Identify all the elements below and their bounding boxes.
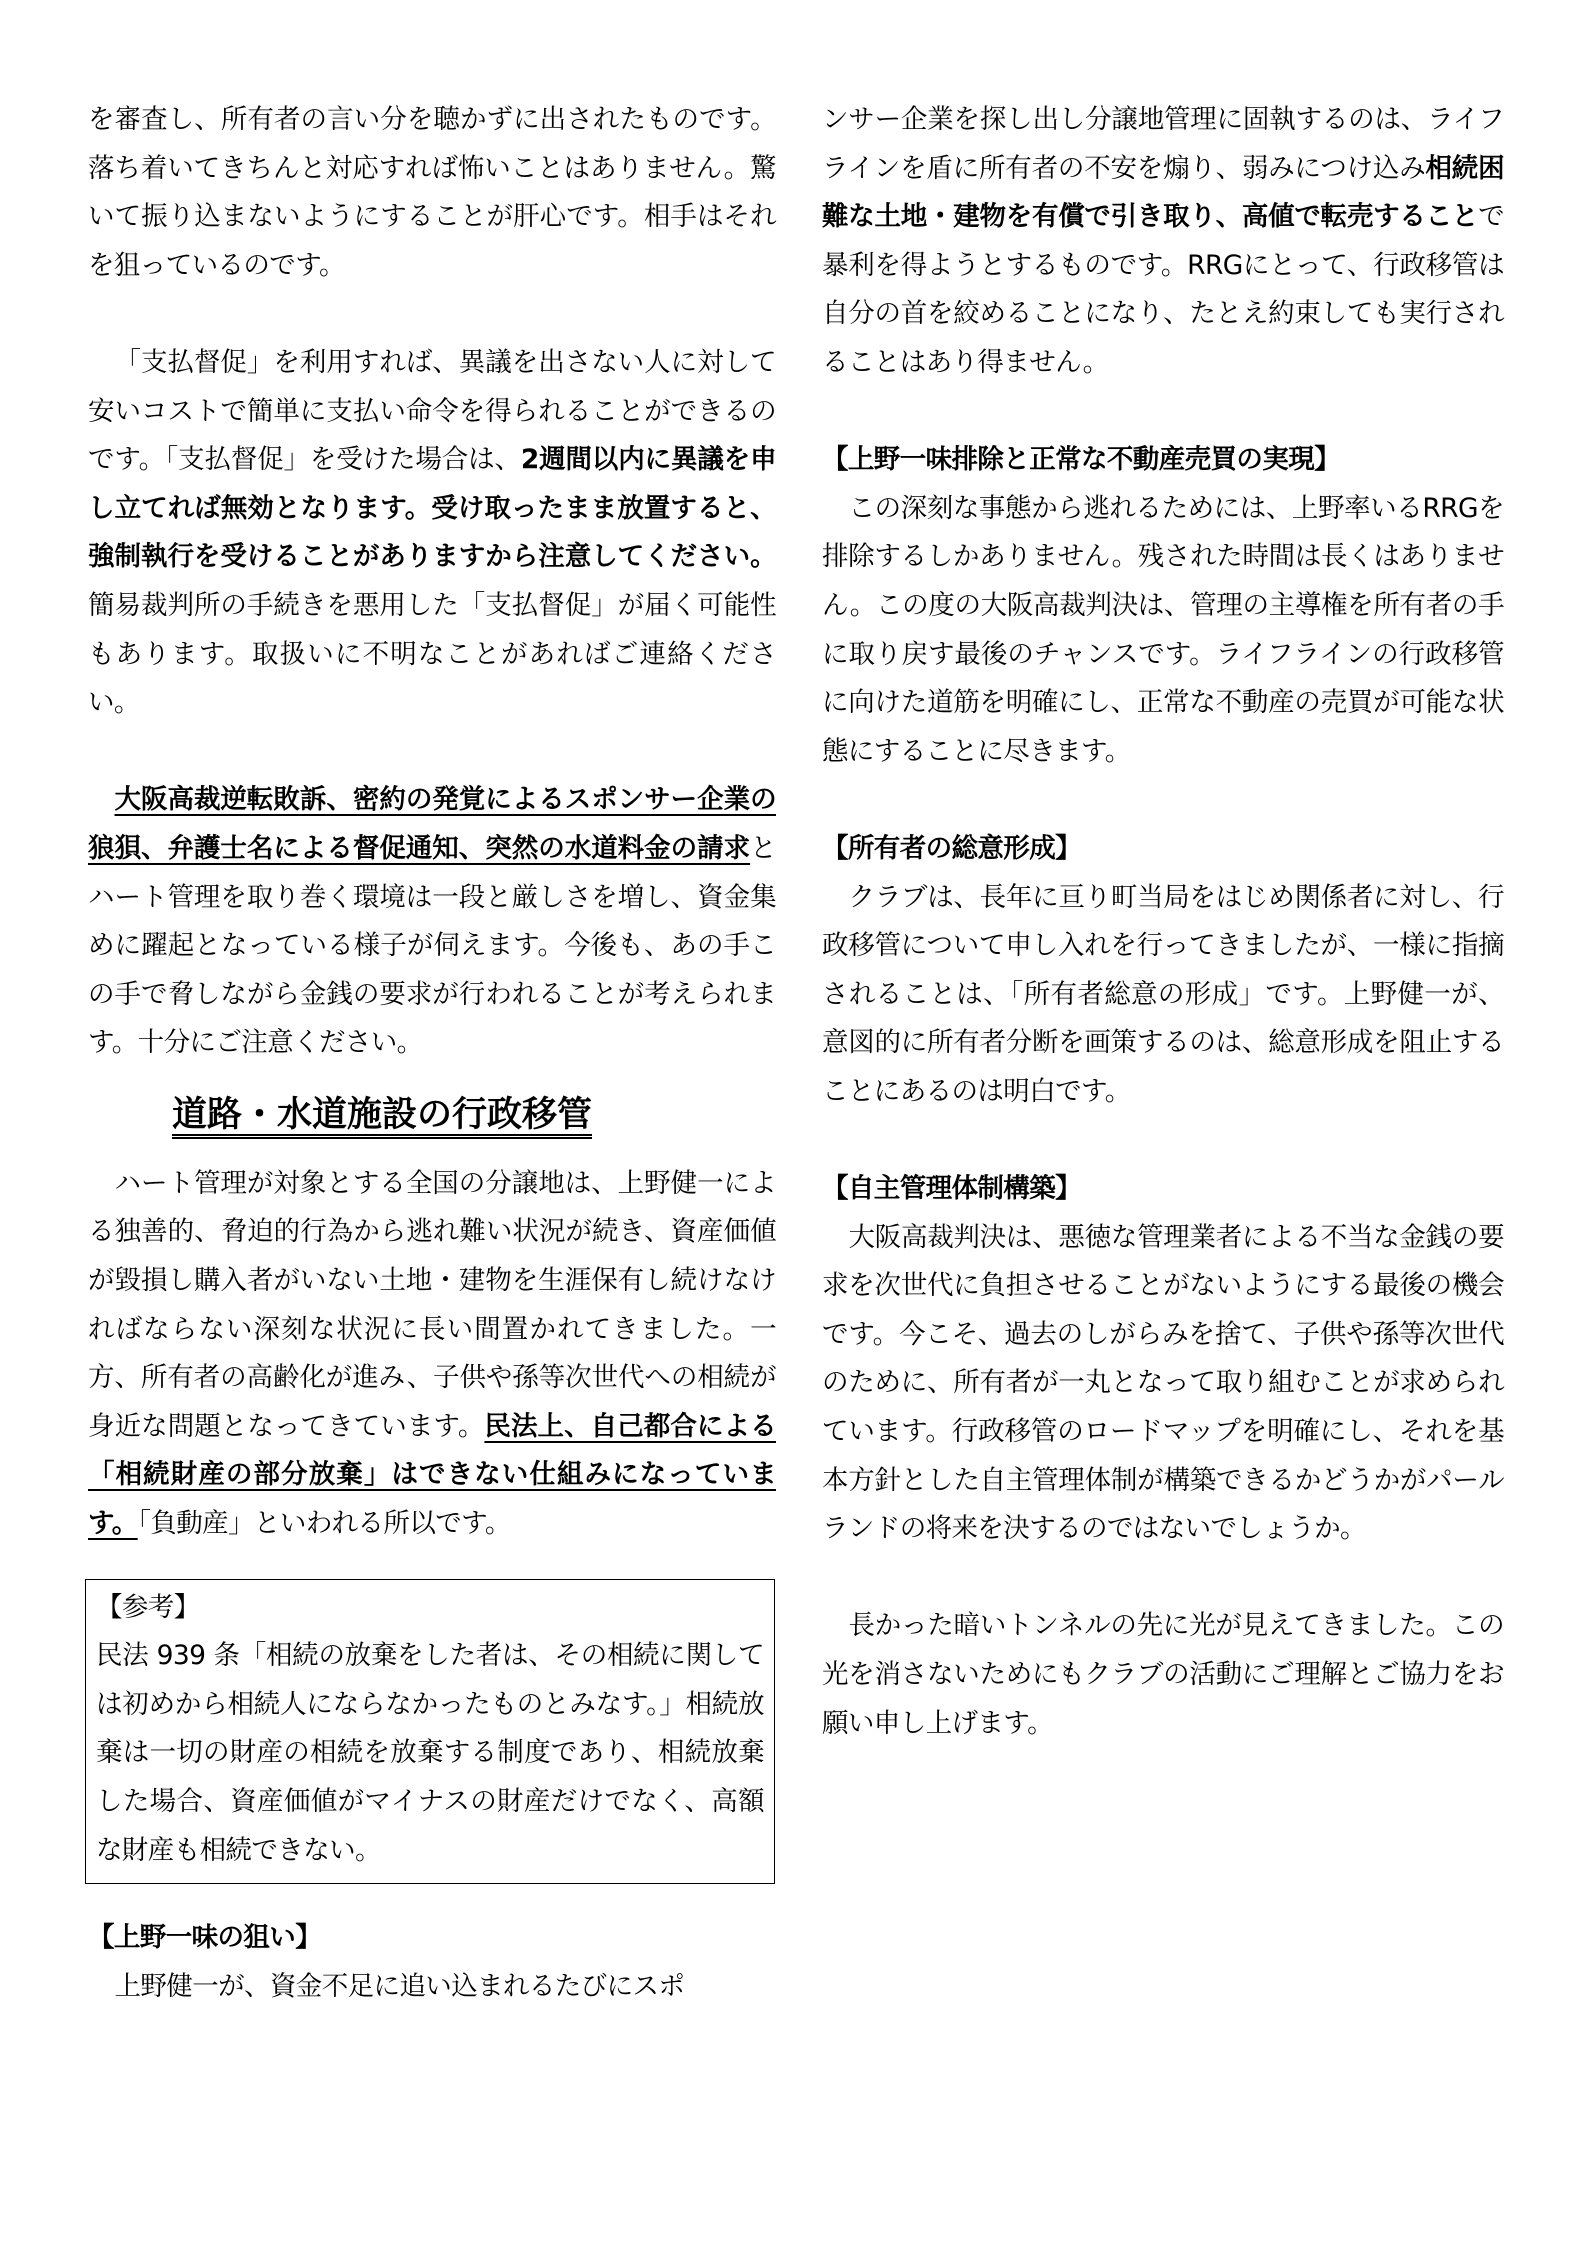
payment-order-bold-warning: 2週間以内に異議を申し立てれば無効となります。受け取ったまま放置すると、強制執行を受けることがありますから注意してください。 [88,444,776,573]
environment-text: とハート管理を取り巻く環境は一段と厳しさを増し、資金集めに躍起となっている様子が伺えます。今後も、あの手この手で脅しながら金銭の要求が行われることが考えられます。十分にご注意ください。 [88,832,776,1059]
paragraph-heart-management-situation [88,1160,776,1549]
sub-heading-exclusion: 【上野一味排除と正常な不動産売買の実現】 [822,444,1340,476]
paragraph-closing: 長かった暗いトンネルの先に光が見えてきました。この光を消さないためにもクラブの活動にご理解とご協力をお願い申し上げます。 [822,1610,1504,1739]
left-column [88,96,776,2011]
section-title-administrative-transfer [88,1090,776,1140]
right-column [822,96,1504,1748]
paragraph-consensus: クラブは、長年に亘り町当局をはじめ関係者に対し、行政移管について申し入れを行ってきましたが、一様に指摘されることは、「所有者総意の形成」です。上野健一が、意図的に所有者分断を画策するのは、総意形成を阻止することにあるのは明白です。 [822,881,1504,1107]
situation-text-cont: 「負動産」といわれる所以です。 [137,1508,511,1540]
environment-underlined-bold: 大阪高裁逆転敗訴、密約の発覚によるスポンサー企業の狼狽、弁護士名による督促通知、突然の水道料金の請求 [88,784,776,864]
sub-heading-ueno-aim: 【上野一味の狙い】 [88,1922,322,1954]
paragraph-gap [822,1554,1504,1603]
payment-order-text-cont: 簡易裁判所の手続きを悪用した「支払督促」が届く可能性もあります。取扱いに不明なことがあればご連絡ください。 [88,589,776,719]
sub-heading-consensus: 【所有者の総意形成】 [822,832,1081,864]
paragraph-payment-order-warning [88,339,776,728]
paragraph-payment-order-review: を審査し、所有者の言い分を聴かずに出されたものです。落ち着いてきちんと対応すれば怖いことはありません。驚いて振り込まないようにすることが肝心です。相手はそれを狙っているのです。 [88,104,776,281]
paragraph-gap [822,1116,1504,1165]
paragraph-gap [822,388,1504,437]
situation-text: ハート管理が対象とする全国の分譲地は、上野健一による独善的、脅迫的行為から逃れ難い状況が続き、資産価値が毀損し購入者がいない土地・建物を生涯保有し続けなければならない深刻な状況に長い間置かれてきました。一方、所有者の高齢化が進み、子供や孫等次世代への相続が身近な問題となってきています。 [88,1167,776,1442]
paragraph-exclusion: この深刻な事態から逃れるためには、上野率いるRRGを排除するしかありません。残された時間は長くはありません。この度の大阪高裁判決は、管理の主導権を所有者の手に取り戻す最後のチャンスです。ライフラインの行政移管に向けた道筋を明確にし、正常な不動産の売買が可能な状態にすることに尽きます。 [822,492,1504,767]
section-title-text: 道路・水道施設の行政移管 [172,1094,593,1135]
aim-bold-text: 相続困難な土地・建物を有償で引き取り、高値で転売すること [822,152,1505,233]
paragraph-gap [88,290,776,339]
paragraph-ueno-aim: 上野健一が、資金不足に追い込まれるたびにスポ [114,1970,685,2002]
payment-order-text: 「支払督促」を利用すれば、異議を出さない人に対して安いコストで簡単に支払い命令を得られることができるのです。「支払督促」を受けた場合は、 [88,346,776,476]
paragraph-gap [88,728,776,777]
aim-text: ンサー企業を探し出し分譲地管理に固執するのは、ライフラインを盾に所有者の不安を煽り、弱みにつけ込み [822,104,1504,184]
reference-box-title: 【参考】 [96,1591,200,1623]
reference-box [85,1579,775,1885]
paragraph-environment-warning [88,776,776,1068]
civil-law-underlined-bold: 民法上、自己都合による「相続財産の部分放棄」はできない仕組みになっています。 [88,1410,776,1540]
sub-heading-self-management: 【自主管理体制構築】 [822,1173,1081,1205]
reference-box-body: 民法 939 条「相続の放棄をした者は、その相続に関しては初めから相続人にならなかったものとみなす。」相続放棄は一切の財産の相続を放棄する制度であり、相続放棄した場合、資産価値がマイナスの財産だけでなく、高額な財産も相続できない。 [96,1640,764,1866]
paragraph-self-management: 大阪高裁判決は、悪徳な管理業者による不当な金銭の要求を次世代に負担させることがないようにする最後の機会です。今こそ、過去のしがらみを捨て、子供や孫等次世代のために、所有者が一丸となって取り組むことが求められています。行政移管のロードマップを明確にし、それを基本方針とした自主管理体制が構築できるかどうかがパールランドの将来を決するのではないでしょうか。 [822,1221,1504,1545]
paragraph-ueno-aim-cont [822,96,1504,388]
aim-text-cont: で暴利を得ようとするものです。RRGにとって、行政移管は自分の首を絞めることになり、たとえ約束しても実行されることはあり得ません。 [822,201,1504,378]
paragraph-gap [822,776,1504,825]
